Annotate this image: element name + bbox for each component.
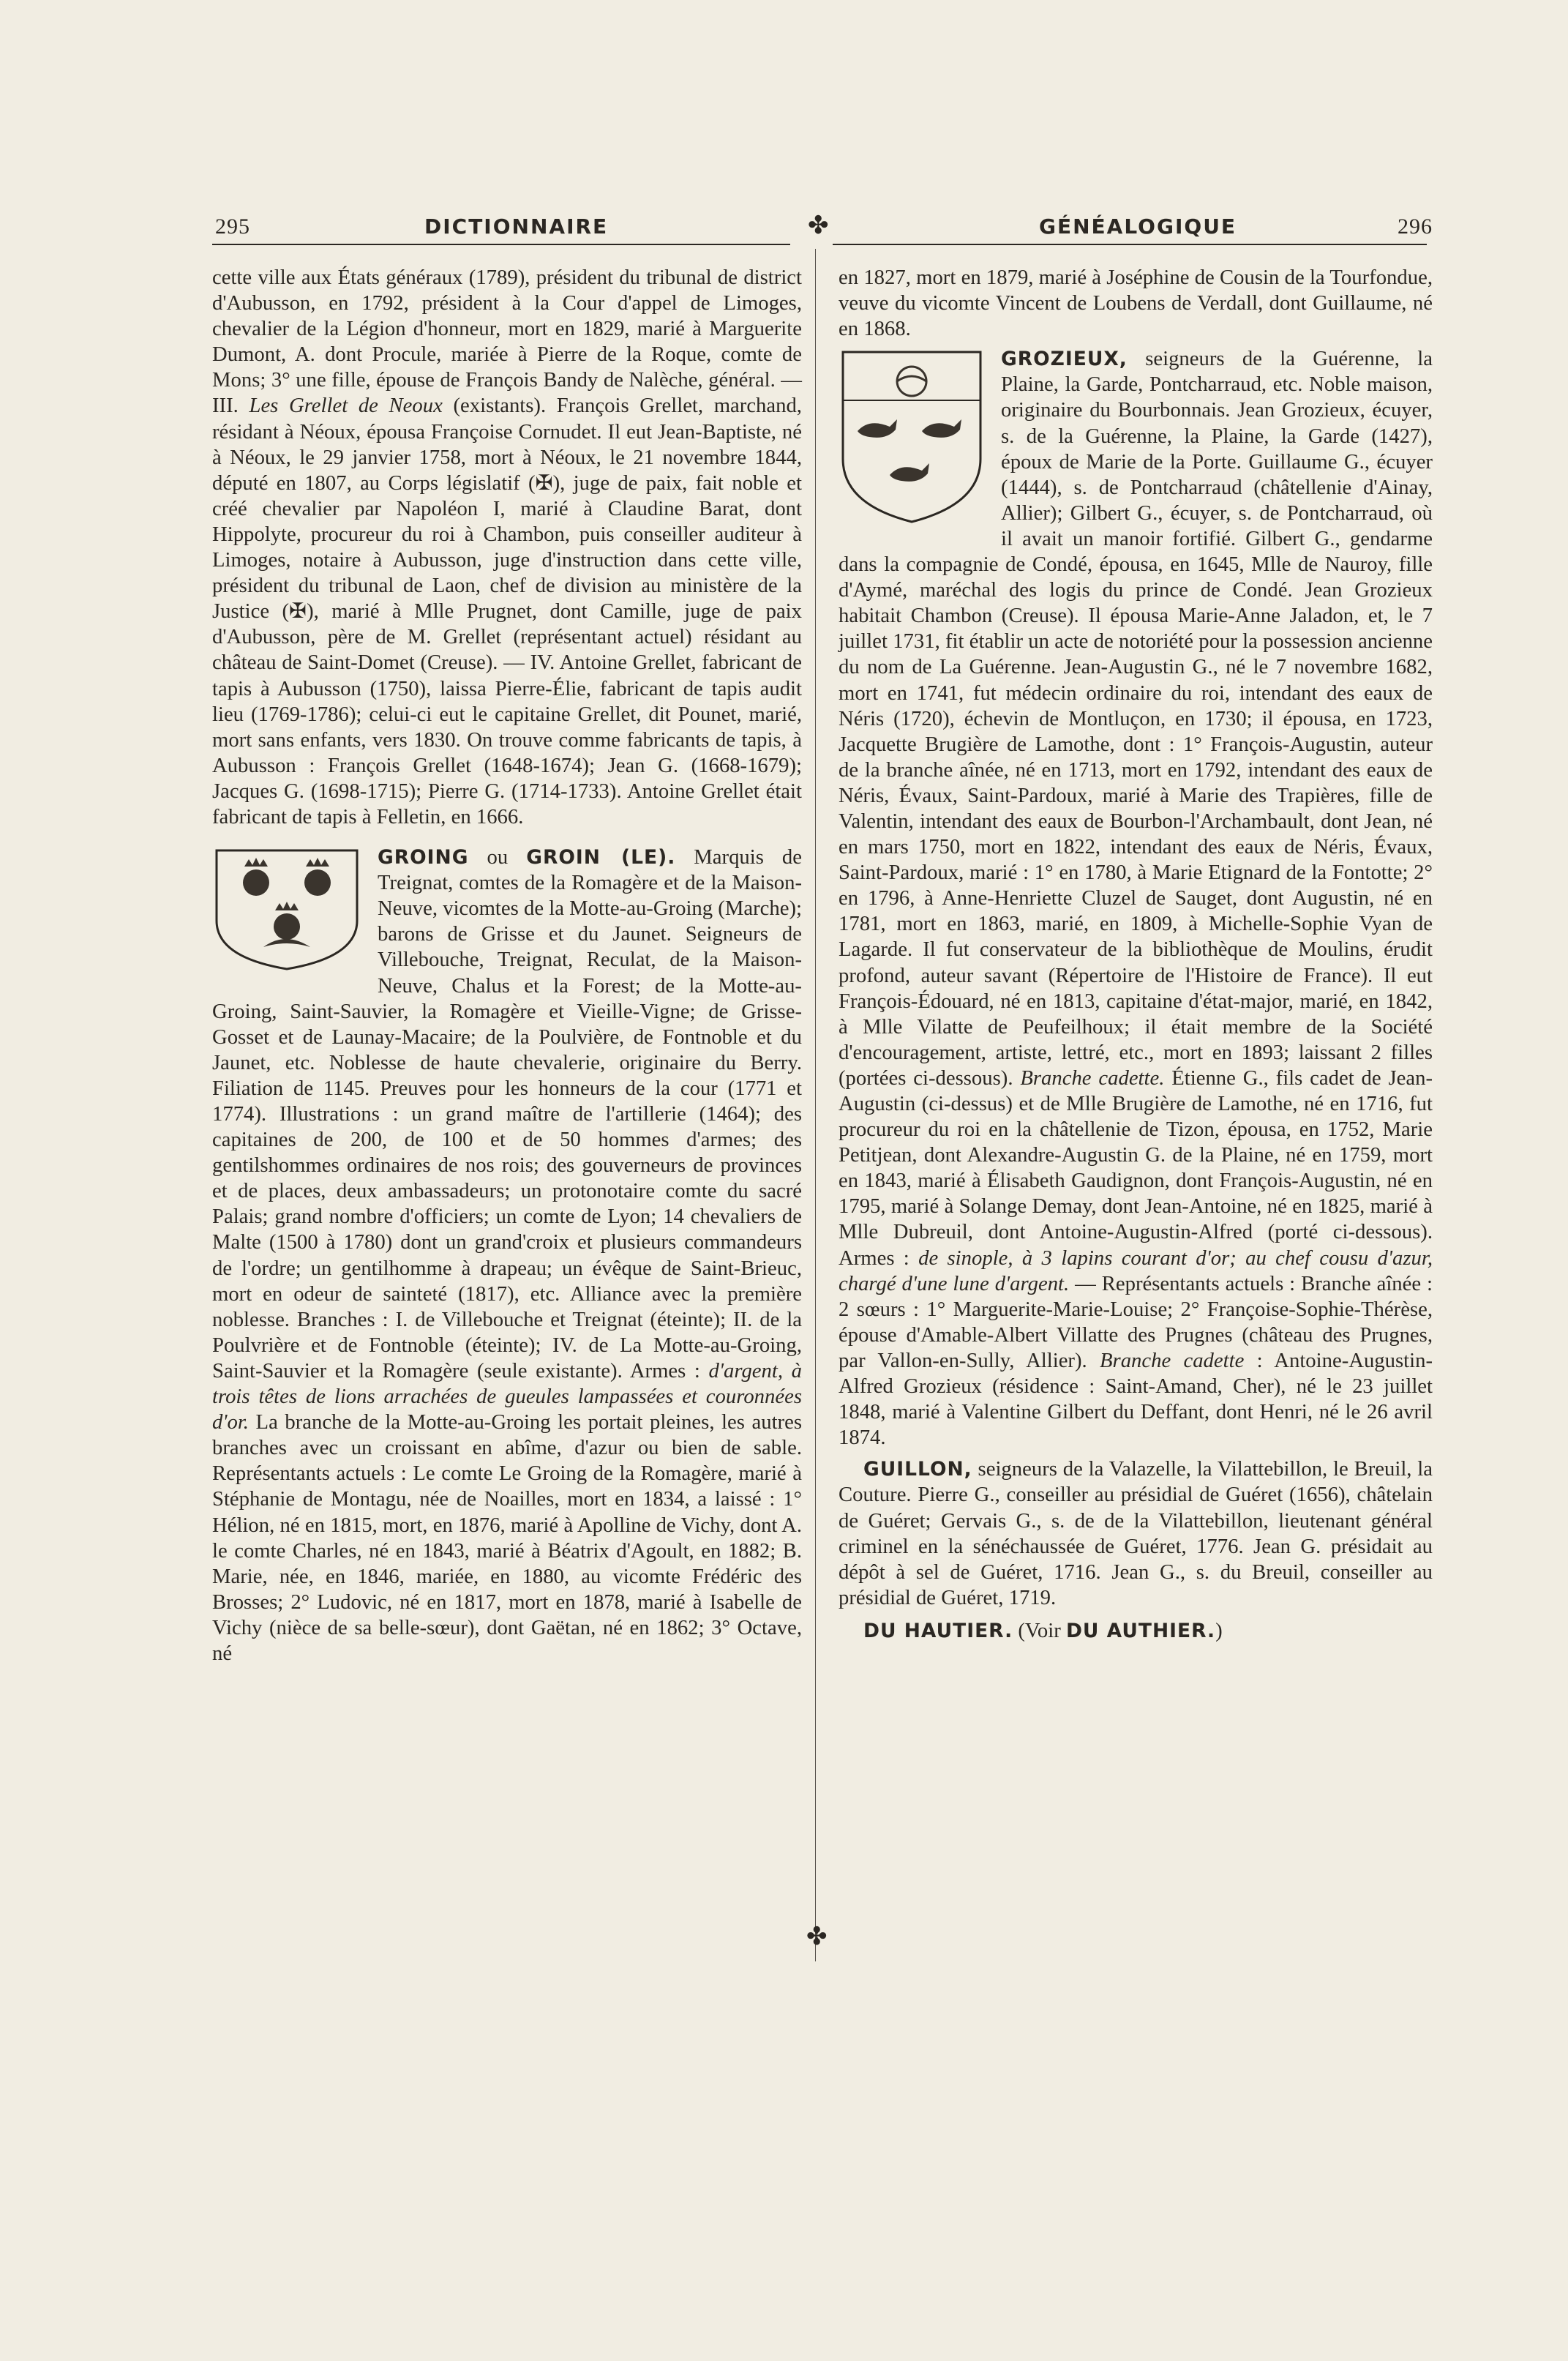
entry-grozieux: GROZIEUX, seigneurs de la Guérenne, la Plaine, la Garde, Pontcharraud, etc. Noble maison, originaire du Bourbonnais. Jean Grozieux, écuyer, s. de la Guérenne, la Plaine, la Garde (1427), époux de Marie de la Porte. Guillaume G., écuyer (1444), s. de Pontcharraud (châtellenie d'Ainay, Allier); Gilbert G., écuyer, s. de Pontcharraud, où il avait un manoir fortifié. Gilbert G., gendarme dans la compagnie de Condé, épousa, en 1645, Mlle de Nauroy, fille d'Aymé, maréchal des logis du prince de Condé. Jean Grozieux habitait Chambon (Creuse). Il épousa Marie-Anne Jaladon, et, le 7 juillet 1731, fit établir un acte de notoriété pour la possession ancienne du nom de La Guérenne. Jean-Augustin G., né le 7 novembre 1682, mort en 1741, fut médecin ordinaire du roi, intendant des eaux de Néris (1720), échevin de Montluçon, en 1730; il épousa, en 1723, Jacquette Brugière de Lamothe, dont : 1° François-Augustin, auteur de la branche aînée, né en 1713, mort en 1792, intendant des eaux de Néris, Évaux, Saint-Pardoux, marié à Marie des Trapières, fille de Valentin, intendant des eaux de Bourbon-l'Archambault, dont Jean, né en mars 1750, mort en 1822, intendant des eaux de Néris, Évaux, Saint-Pardoux, marié : 1° en 1780, à Marie Etignard de la Fontotte; 2° en 1796, à Anne-Henriette Cluzel de Sauget, dont Augustin, né en 1781, mort en 1863, marié, en 1809, à Michelle-Sophie Vyan de Lagarde. Il fut conservateur de la bibliothèque de Moulins, érudit profond, auteur savant (Répertoire de l'Histoire de France). Il eut François-Édouard, né en 1813, capitaine d'état-major, marié, en 1842, à Mlle Vilatte de Peufeilhoux; il était membre de la Société d'encouragement, artiste, lettré, etc., mort en 1893; laissant 2 filles (portées ci-dessous). Branche cadette. Étienne G., fils cadet de Jean-Augustin (ci-dessus) et de Mlle Brugière de Lamothe, né en 1716, fut procureur du roi en la châtellenie de Tizon, épousa, en 1752, Marie Petitjean, dont Alexandre-Augustin G. de la Plaine, né en 1759, mort en 1843, marié à Élisabeth Gaudignon, dont François-Augustin, né en 1795, marié à Solange Demay, dont Jean-Antoine, né en 1825, marié à Mlle Dubreuil, dont Antoine-Augustin-Alfred (porté ci-dessous). Armes : de sinople, à 3 lapins courant d'or; au chef cousu d'azur, chargé d'une lune d'argent. — Représentants actuels : Branche aînée : 2 sœurs : 1° Marguerite-Marie-Louise; 2° Françoise-Sophie-Thérèse, épouse d'Amable-Albert Villatte des Prugnes (château des Prugnes, par Vallon-en-Sully, Allier). Branche cadette : Antoine-Augustin-Alfred Grozieux (résidence : Saint-Amand, Cher), né le 23 juillet 1848, marié à Valentine Gilbert du Deffant, dont Henri, né le 26 avril 1874. — [839, 347, 1433, 1450]
right-page-number: 296 — [1398, 214, 1433, 239]
groing-continuation: en 1827, mort en 1879, marié à Joséphine de Cousin de la Tourfondue, veuve du vicomte Vincent de Loubens de Verdall, dont Guillaume, né en 1868. — [839, 266, 1433, 341]
column-separator — [815, 249, 816, 1961]
right-column — [839, 265, 1433, 1644]
entry-guillon: GUILLON, seigneurs de la Valazelle, la Vilattebillon, le Breuil, la Couture. Pierre G., conseiller au présidial de Guéret (1656), châtelain de Guéret; Gervais G., s. de de la Vilattebillon, lieutenant général criminel en la sénéchaussée de Guéret, 1776. Jean G. présidait au dépôt à sel de Guéret, 1716. Jean G., s. du Breuil, conseiller au présidial de Guéret, 1719. — [839, 1457, 1433, 1609]
fleuron-ornament-icon: ✤ — [806, 1923, 828, 1950]
header-rule-left — [212, 244, 790, 245]
fleuron-ornament-icon: ✤ — [808, 212, 829, 239]
coat-of-arms-grozieux-icon — [839, 349, 985, 525]
left-running-title: DICTIONNAIRE — [424, 214, 609, 239]
left-column — [212, 265, 802, 1666]
grellet-continuation: cette ville aux États généraux (1789), président du tribunal de district d'Aubusson, en 1792, président à la Cour d'appel de Limoges, chevalier de la Légion d'honneur, mort en 1829, marié à Marguerite Dumont, A. dont Procule, mariée à Pierre de la Roque, comte de Mons; 3° une fille, épouse de François Bandy de Nalèche, général. — III. Les Grellet de Neoux (existants). François Grellet, marchand, résidant à Néoux, épousa Françoise Cornudet. Il eut Jean-Baptiste, né à Néoux, le 29 janvier 1758, mort à Néoux, le 21 novembre 1844, député en 1807, au Corps législatif (✠), juge de paix, fait noble et créé chevalier par Napoléon I, marié à Claudine Barat, dont Hippolyte, procureur du roi à Chambon, puis conseiller auditeur à Limoges, notaire à Aubusson, juge d'instruction dans cette ville, président du tribunal de Laon, chef de division au ministère de la Justice (✠), marié à Mlle Prugnet, dont Camille, juge de paix d'Aubusson, père de M. Grellet (représentant actuel) résidant au château de Saint-Domet (Creuse). — IV. Antoine Grellet, fabricant de tapis à Aubusson (1750), laissa Pierre-Élie, fabricant de tapis audit lieu (1769-1786); celui-ci eut le capitaine Grellet, dit Pounet, marié, mort sans enfants, vers 1830. On trouve comme fabricants de tapis, à Aubusson : François Grellet (1648-1674); Jean G. (1668-1679); Jacques G. (1698-1715); Pierre G. (1714-1733). Antoine Grellet était fabricant de tapis à Felletin, en 1666. — [212, 266, 802, 828]
coat-of-arms-groing-icon — [212, 848, 361, 972]
header-rule-right — [833, 244, 1427, 245]
right-running-title: GÉNÉALOGIQUE — [1039, 214, 1237, 239]
entry-du-hautier: DU HAUTIER. (Voir DU AUTHIER.) — [863, 1618, 1223, 1642]
left-page-number: 295 — [215, 214, 250, 239]
entry-groing: GROING ou GROIN (LE). Marquis de Treignat, comtes de la Romagère et de la Maison-Neuve, vicomtes de la Motte-au-Groing (Marche); barons de Grisse et du Jaunet. Seigneurs de Villebouche, Treignat, Reculat, de la Maison-Neuve, Chalus et la Forest; de la Motte-au-Groing, Saint-Sauvier, la Romagère et Vieille-Vigne; de Grisse-Gosset et de Launay-Macaire; de la Poulvière, de Fontnoble et du Jaunet, etc. Noblesse de haute chevalerie, originaire du Berry. Filiation de 1145. Preuves pour les honneurs de la cour (1771 et 1774). Illustrations : un grand maître de l'artillerie (1464); des capitaines de 200, de 100 et de 50 hommes d'armes; des gentilshommes ordinaires de nos rois; des gouverneurs de provinces et de places, deux ambassadeurs; un protonotaire comte du sacré Palais; grand nombre d'officiers; un comte de Lyon; 14 chevaliers de Malte (1500 à 1780) dont un grand'croix et plusieurs commandeurs de l'ordre; un gentilhomme à drapeau; un évêque de Saint-Brieuc, mort en odeur de sainteté (1817), etc. Alliance avec la première noblesse. Branches : I. de Villebouche et Treignat (éteinte); II. de la Poulvrière et de Fontnoble (éteinte); IV. de La Motte-au-Groing, Saint-Sauvier et la Romagère (seule existante). Armes : d'argent, à trois têtes de lions arrachées de gueules lampassées et couronnées d'or. La branche de la Motte-au-Groing les portait pleines, les autres branches avec un croissant en abîme, d'azur ou bien de sable. Représentants actuels : Le comte Le Groing de la Romagère, marié à Stéphanie de Montagu, née de Noailles, mort en 1834, a laissé : 1° Hélion, né en 1815, mort, en 1876, marié à Apolline de Vichy, dont A. le comte Charles, né en 1843, marié à Béatrix d'Agoult, en 1882; B. Marie, née, en 1846, mariée, en 1880, au vicomte Frédéric des Brosses; 2° Ludovic, né en 1817, mort en 1878, marié à Isabelle de Vichy (nièce de sa belle-sœur), dont Gaëtan, né en 1862; 3° Octave, né — [212, 845, 802, 1665]
